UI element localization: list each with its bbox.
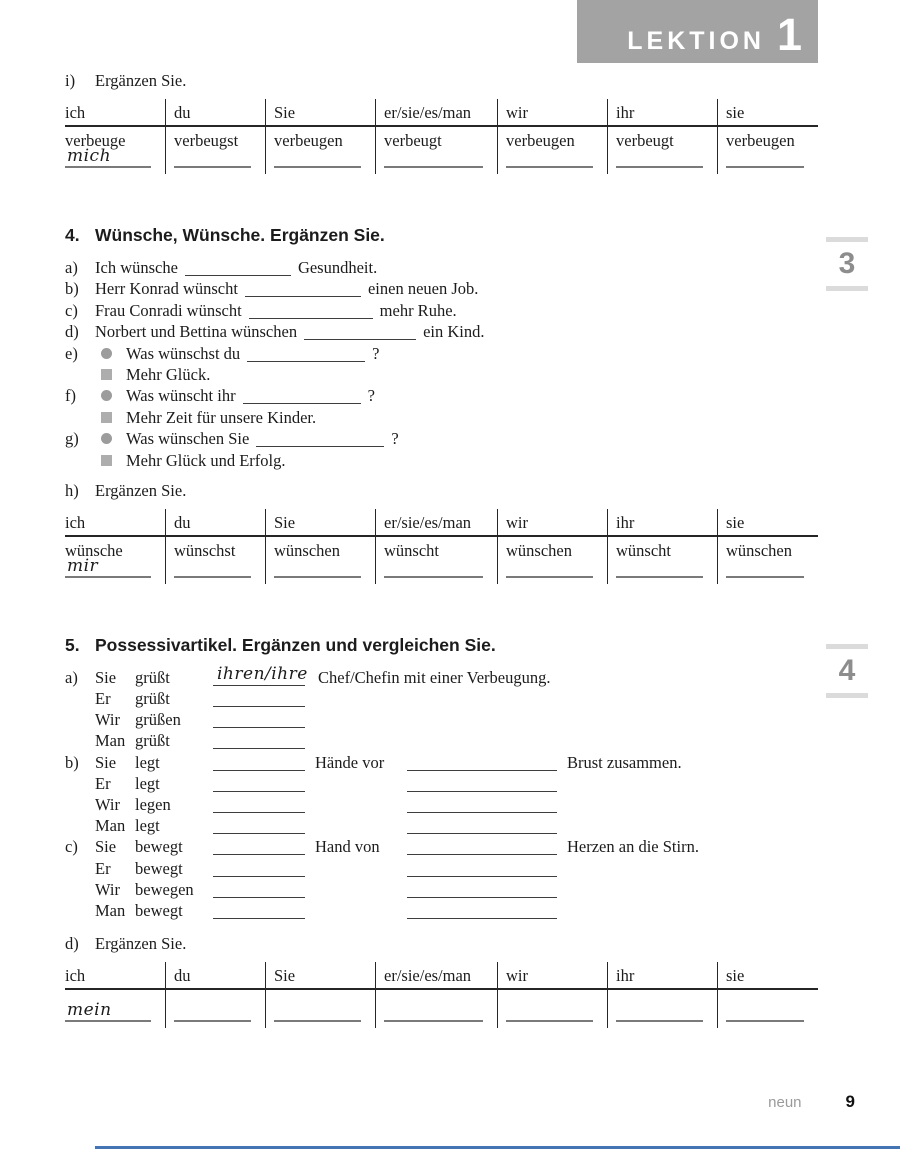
table-cell xyxy=(265,537,375,584)
verb-form: wünschen xyxy=(274,540,340,560)
fill-blank xyxy=(213,852,305,855)
table-cell xyxy=(607,127,717,174)
verb-form: wünschen xyxy=(506,540,572,560)
question-mark: ? xyxy=(372,343,380,363)
pronoun-header: sie xyxy=(726,103,745,122)
answer-blank xyxy=(616,574,703,578)
fill-blank xyxy=(407,852,557,855)
fill-blank xyxy=(407,810,557,813)
speaker-square-icon xyxy=(101,412,112,423)
table-header-row xyxy=(65,509,818,537)
exercise-number: 5. xyxy=(65,634,80,655)
pronoun-header: Sie xyxy=(274,966,296,986)
pronoun: Sie xyxy=(95,667,117,687)
lektion-number: 1 xyxy=(776,9,802,61)
item-label: c) xyxy=(65,300,78,320)
item-text: Frau Conradi wünscht xyxy=(95,300,242,320)
header-cell-ich xyxy=(65,962,165,990)
answer-blank xyxy=(65,146,151,168)
answer-blank xyxy=(65,555,151,578)
fill-blank xyxy=(213,789,305,792)
exercise-4-items xyxy=(65,257,818,471)
pronoun-header: du xyxy=(174,966,191,986)
exercise-d-heading xyxy=(65,934,818,953)
pronoun-header: wir xyxy=(506,103,528,122)
fill-blank xyxy=(247,359,365,362)
verb: legt xyxy=(135,816,160,836)
fill-blank xyxy=(304,337,416,340)
dialog-question-f xyxy=(65,385,818,406)
verb-form: verbeugen xyxy=(506,131,575,150)
answer-blank xyxy=(274,164,361,168)
handwritten-answer: mein xyxy=(67,1000,112,1021)
fill-item-c xyxy=(65,300,818,321)
header-cell-wir xyxy=(497,962,607,990)
fill-blank xyxy=(407,874,557,877)
table-cell xyxy=(497,537,607,584)
verb: legen xyxy=(135,795,171,815)
fill-blank xyxy=(213,725,305,728)
page-number: 9 xyxy=(845,1092,855,1111)
question-mark: ? xyxy=(367,386,375,406)
header-cell-du xyxy=(165,509,265,537)
conjugation-table-possessiv xyxy=(65,962,818,1028)
item-text: Hände vor xyxy=(315,752,385,772)
item-text: Brust zusammen. xyxy=(567,752,682,772)
answer-blank xyxy=(726,1018,804,1022)
item-text: Herr Konrad wünscht xyxy=(95,279,238,299)
header-cell-ihr xyxy=(607,99,717,127)
answer-blank xyxy=(506,164,593,168)
pronoun: Sie xyxy=(95,752,117,772)
verb-form: verbeugt xyxy=(616,131,674,150)
pronoun-header: Sie xyxy=(274,103,296,122)
table-cell xyxy=(375,127,497,174)
pronoun-header: ihr xyxy=(616,966,635,986)
table-cell xyxy=(375,990,497,1028)
verb-form: wünscht xyxy=(616,540,671,560)
lektion-label: LEKTION xyxy=(627,27,765,55)
header-cell-du xyxy=(165,962,265,990)
header-cell-sie-plural xyxy=(717,962,818,990)
pronoun-header: du xyxy=(174,103,191,122)
answer-blank xyxy=(616,1018,703,1022)
table-cell xyxy=(607,990,717,1028)
fill-blank xyxy=(407,895,557,898)
item-label: a) xyxy=(65,258,78,277)
fill-item-a xyxy=(65,257,818,278)
fill-blank xyxy=(213,746,305,749)
handwritten-answer: mir xyxy=(67,555,99,576)
item-label: f) xyxy=(65,386,76,406)
ex5-row xyxy=(65,900,818,921)
lektion-header xyxy=(577,0,818,63)
item-label: i) xyxy=(65,71,76,90)
table-cell xyxy=(65,127,165,174)
header-cell-ich xyxy=(65,99,165,127)
dialog-question-g xyxy=(65,428,818,449)
fill-item-d xyxy=(65,321,818,342)
item-text: ein Kind. xyxy=(423,322,485,342)
pronoun-header: ich xyxy=(65,512,86,532)
table-cell xyxy=(65,990,165,1028)
ex5-row xyxy=(65,663,818,688)
item-label: c) xyxy=(65,837,78,857)
sub-title: Ergänzen Sie. xyxy=(95,934,187,954)
ex5-row xyxy=(65,752,818,773)
fill-blank xyxy=(213,704,305,707)
pronoun: Sie xyxy=(95,837,117,857)
header-cell-sie-plural xyxy=(717,99,818,127)
fill-blank xyxy=(407,916,557,919)
answer-blank xyxy=(384,164,483,168)
sub-title: Ergänzen Sie. xyxy=(95,71,187,90)
table-body-row xyxy=(65,127,818,174)
answer-blank xyxy=(384,1018,483,1022)
pronoun-header: ihr xyxy=(616,103,635,122)
exercise-i-heading xyxy=(65,71,818,90)
header-cell-er-sie-es-man xyxy=(375,99,497,127)
verb: bewegt xyxy=(135,858,183,878)
fill-blank xyxy=(213,810,305,813)
pronoun-header: du xyxy=(174,512,191,532)
fill-blank xyxy=(245,294,361,297)
item-text: Norbert und Bettina wünschen xyxy=(95,322,298,342)
table-cell xyxy=(717,127,818,174)
marker-bar-bottom xyxy=(826,693,868,698)
answer-blank xyxy=(506,1018,593,1022)
verb: bewegt xyxy=(135,837,183,857)
item-text: Hand von xyxy=(315,837,380,857)
answer-blank xyxy=(616,164,703,168)
table-cell xyxy=(607,537,717,584)
pronoun-header: er/sie/es/man xyxy=(384,966,472,986)
item-label: b) xyxy=(65,752,79,772)
item-text: Herzen an die Stirn. xyxy=(567,837,699,857)
marker-number: 3 xyxy=(838,247,856,280)
verb-form: verbeuge xyxy=(65,131,126,150)
table-cell xyxy=(375,537,497,584)
table-cell xyxy=(717,990,818,1028)
answer-blank xyxy=(726,164,804,168)
pronoun-header: ich xyxy=(65,103,86,122)
pronoun: Er xyxy=(95,773,111,793)
fill-blank xyxy=(407,789,557,792)
item-text: Gesundheit. xyxy=(297,258,378,277)
item-text: Was wünschst du xyxy=(126,343,241,363)
item-label: b) xyxy=(65,279,79,299)
table-cell xyxy=(497,990,607,1028)
item-text: Mehr Glück. xyxy=(126,364,211,384)
pronoun: Wir xyxy=(95,795,120,815)
verb: legt xyxy=(135,773,160,793)
ex5-row xyxy=(65,794,818,815)
marker-number: 4 xyxy=(838,654,856,687)
question-mark: ? xyxy=(391,429,399,449)
header-cell-sie-formal xyxy=(265,509,375,537)
fill-blank xyxy=(213,768,305,771)
fill-blank xyxy=(185,273,291,276)
speaker-circle-icon xyxy=(101,433,112,444)
answer-blank xyxy=(274,1018,361,1022)
ex5-row xyxy=(65,815,818,836)
item-text: Was wünschen Sie xyxy=(126,429,250,449)
verb-form: wünsche xyxy=(65,540,123,560)
pronoun-header: Sie xyxy=(274,512,296,532)
pronoun: Wir xyxy=(95,710,120,730)
answer-blank xyxy=(65,1000,151,1022)
verb-form: wünschen xyxy=(726,540,792,560)
fill-blank xyxy=(213,895,305,898)
ex5-row xyxy=(65,858,818,879)
item-label: e) xyxy=(65,343,78,363)
header-cell-ihr xyxy=(607,962,717,990)
pronoun: Man xyxy=(95,900,126,920)
verb: legt xyxy=(135,752,160,772)
header-cell-sie-plural xyxy=(717,509,818,537)
pronoun-header: wir xyxy=(506,966,528,986)
answer-blank xyxy=(726,574,804,578)
verb: grüßt xyxy=(135,731,170,751)
fill-blank xyxy=(213,874,305,877)
answer-blank xyxy=(274,574,361,578)
fill-blank xyxy=(407,768,557,771)
conjugation-table-wuenschen xyxy=(65,509,818,584)
fill-blank xyxy=(407,831,557,834)
verb: bewegen xyxy=(135,879,194,899)
table-body-row xyxy=(65,990,818,1028)
table-body-row xyxy=(65,537,818,584)
item-label: a) xyxy=(65,667,78,687)
table-header-row xyxy=(65,962,818,990)
table-cell xyxy=(497,127,607,174)
margin-marker-3 xyxy=(826,237,868,291)
speaker-circle-icon xyxy=(101,390,112,401)
pronoun: Man xyxy=(95,816,126,836)
speaker-square-icon xyxy=(101,369,112,380)
item-label: d) xyxy=(65,934,79,954)
pronoun-header: sie xyxy=(726,966,745,986)
item-text: Mehr Zeit für unsere Kinder. xyxy=(126,407,317,427)
handwritten-answer: mich xyxy=(67,146,112,166)
table-cell xyxy=(265,127,375,174)
dialog-answer-g xyxy=(65,450,818,471)
fill-blank xyxy=(256,444,384,447)
header-cell-er-sie-es-man xyxy=(375,509,497,537)
pronoun-header: er/sie/es/man xyxy=(384,103,472,122)
answer-blank xyxy=(384,574,483,578)
item-text: mehr Ruhe. xyxy=(379,300,457,320)
item-label: g) xyxy=(65,429,79,449)
verb-form: verbeugst xyxy=(174,131,239,150)
exercise-5-groups xyxy=(65,663,818,921)
dialog-answer-f xyxy=(65,407,818,428)
verb: grüßt xyxy=(135,689,170,709)
marker-bar-bottom xyxy=(826,286,868,291)
table-cell xyxy=(717,537,818,584)
handwritten-answer: ihren/ihre xyxy=(217,663,308,684)
item-label: h) xyxy=(65,480,79,500)
pronoun: Wir xyxy=(95,879,120,899)
table-header-row xyxy=(65,99,818,127)
dialog-answer-e xyxy=(65,364,818,385)
answer-blank xyxy=(174,1018,251,1022)
item-text: Chef/Chefin mit einer Verbeugung. xyxy=(318,667,551,687)
fill-blank xyxy=(213,916,305,919)
fill-blank xyxy=(249,316,373,319)
ex5-row xyxy=(65,688,818,709)
pronoun-header: wir xyxy=(506,512,528,532)
header-cell-sie-formal xyxy=(265,99,375,127)
fill-blank xyxy=(213,831,305,834)
answer-blank xyxy=(506,574,593,578)
table-cell xyxy=(165,537,265,584)
verb: bewegt xyxy=(135,900,183,920)
margin-marker-4 xyxy=(826,644,868,698)
footer-accent-rule xyxy=(95,1146,900,1149)
item-text: Was wünscht ihr xyxy=(126,386,236,406)
table-cell xyxy=(265,990,375,1028)
pronoun-header: ich xyxy=(65,966,86,986)
exercise-title: Wünsche, Wünsche. Ergänzen Sie. xyxy=(95,225,385,245)
verb-form: verbeugen xyxy=(726,131,795,150)
pronoun: Er xyxy=(95,858,111,878)
item-label: d) xyxy=(65,322,79,342)
table-cell xyxy=(65,537,165,584)
fill-item-b xyxy=(65,278,818,299)
answer-blank xyxy=(174,574,251,578)
item-text: Mehr Glück und Erfolg. xyxy=(126,450,286,470)
exercise-4-heading xyxy=(65,225,818,246)
pronoun-header: sie xyxy=(726,512,745,532)
verb-form: wünschst xyxy=(174,540,236,560)
exercise-number: 4. xyxy=(65,225,80,245)
pronoun-header: ihr xyxy=(616,512,635,532)
dialog-question-e xyxy=(65,343,818,364)
exercise-5-heading xyxy=(65,635,818,656)
verb-form: wünscht xyxy=(384,540,439,560)
pronoun: Er xyxy=(95,689,111,709)
speaker-circle-icon xyxy=(101,348,112,359)
sub-title: Ergänzen Sie. xyxy=(95,480,187,500)
verb: grüßt xyxy=(135,667,170,687)
table-cell xyxy=(165,990,265,1028)
fill-blank xyxy=(213,663,308,686)
exercise-title: Possessivartikel. Ergänzen und vergleichen Sie. xyxy=(95,634,496,655)
item-text: Ich wünsche xyxy=(95,258,178,277)
page-number-word: neun xyxy=(768,1094,802,1111)
verb-form: verbeugt xyxy=(384,131,442,150)
header-cell-du xyxy=(165,99,265,127)
header-cell-er-sie-es-man xyxy=(375,962,497,990)
pronoun-header: er/sie/es/man xyxy=(384,512,472,532)
ex5-row xyxy=(65,773,818,794)
header-cell-wir xyxy=(497,509,607,537)
header-cell-sie-formal xyxy=(265,962,375,990)
exercise-h-heading xyxy=(65,481,818,500)
fill-blank xyxy=(243,401,361,404)
page-footer xyxy=(768,1092,855,1112)
conjugation-table-verbeugen xyxy=(65,99,818,174)
header-cell-ihr xyxy=(607,509,717,537)
header-cell-wir xyxy=(497,99,607,127)
item-text: einen neuen Job. xyxy=(367,279,479,299)
pronoun: Man xyxy=(95,731,126,751)
ex5-row xyxy=(65,709,818,730)
verb: grüßen xyxy=(135,710,181,730)
table-cell xyxy=(165,127,265,174)
header-cell-ich xyxy=(65,509,165,537)
speaker-square-icon xyxy=(101,455,112,466)
ex5-row xyxy=(65,836,818,857)
ex5-row xyxy=(65,730,818,751)
answer-blank xyxy=(174,164,251,168)
page-content xyxy=(65,71,818,1028)
verb-form: verbeugen xyxy=(274,131,343,150)
ex5-row xyxy=(65,879,818,900)
